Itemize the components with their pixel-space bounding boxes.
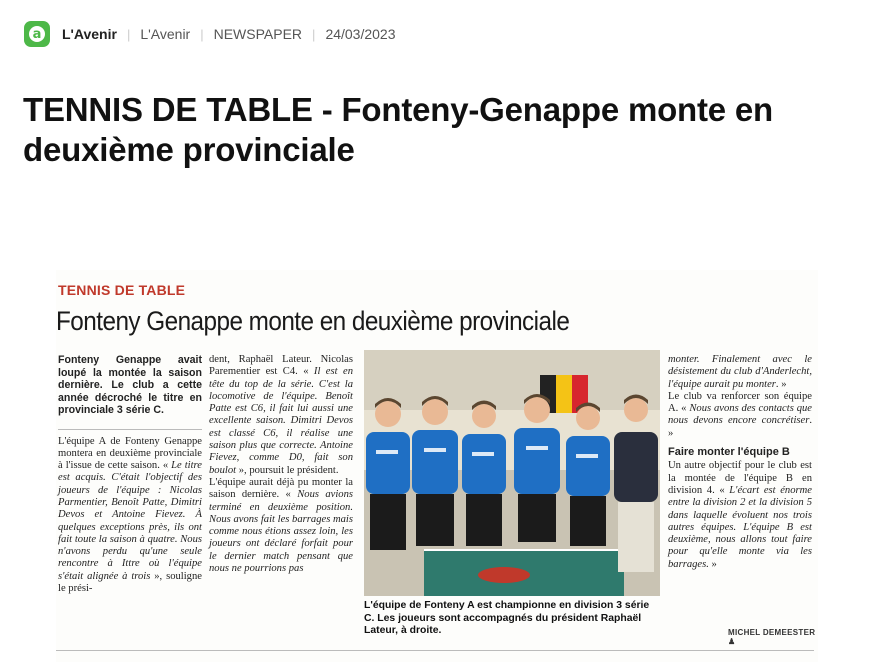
lead-paragraph: Fonteny Genappe avait loupé la montée la saison dernière. Le club a cette année décroché le titre en provinciale 3 série C. [58,354,202,430]
body-paragraph: L'équipe aurait déjà pu monter la saison dernière. « Nous avions terminé en deuxième position. Nous avons fait les barrages mais comme nous étions assez loin, les joueurs ont déclaré forfait pour le dernier match pensant que nous ne pourrions pas [209,476,353,575]
separator: | [312,26,316,42]
clipping-headline: Fonteny Genappe monte en deuxième provinciale [56,306,570,336]
team-photo [364,350,660,596]
rubric-label: TENNIS DE TABLE [58,282,186,298]
column-2 [209,354,353,575]
body-paragraph: dent, Raphaël Lateur. Nicolas Parementier est C4. « Il est en tête du top de la série. C'est la locomotive de l'équipe. Benoît Patte est C6, il fait lui aussi une excellente saison. Dimitri Devos est classé C6, il réalise une saison plus que correcte. Antoine Fievez, comme D0, fait son boulot », poursuit le président. [209,354,353,476]
source-header [24,20,396,48]
separator: | [126,26,131,42]
body-paragraph: Un autre objectif pour le club est la montée de l'équipe B en division 4. « L'écart est énorme entre la division 2 et la division 5 dans laquelle évoluent nos trois autres équipes. L'équipe B est deuxième, nous allons tout faire pour qu'elle monte via les barrages. » [668,460,813,570]
separator: | [200,26,204,42]
body-paragraph: L'équipe A de Fonteny Genappe montera en deuxième provinciale à l'issue de cette saison. « Le titre est acquis. C'était l'objectif des joueurs de l'équipe : Nicolas Parmentier, Benoît Patte, Dimitri Devos et Antoine Fievez. À quelques exceptions près, ils ont fait toute la saison à quatre. Nous n'avons perdu qu'une seule rencontre à Ittre où l'équipe s'était alignée à trois », souligne le prési- [58,435,202,595]
source-name: L'Avenir [140,26,191,42]
photo-credit: MICHEL DEMEESTER ♟ [728,628,816,646]
lavenir-logo-icon[interactable]: a [24,21,50,47]
newspaper-clipping [56,270,818,662]
column-4 [668,354,812,571]
column-1 [58,354,202,595]
bottom-rule [56,650,814,651]
body-paragraph: Le club va renforcer son équipe A. « Nous avons des contacts que nous devons encore concrétiser. » [668,390,812,439]
section-subhead: Faire monter l'équipe B [668,446,790,459]
team-photo-illustration [364,350,660,596]
publication-date: 24/03/2023 [325,26,396,42]
brand-name[interactable]: L'Avenir [62,26,117,42]
article-title: TENNIS DE TABLE - Fonteny-Genappe monte en deuxième provinciale [23,91,774,168]
body-paragraph: monter. Finalement avec le désistement du club d'Anderlecht, l'équipe aurait pu monter. » [668,354,812,390]
source-type: NEWSPAPER [213,26,303,42]
photo-caption: L'équipe de Fonteny A est championne en division 3 série C. Les joueurs sont accompagnés du président Raphaël Lateur, à droite. [364,600,650,636]
